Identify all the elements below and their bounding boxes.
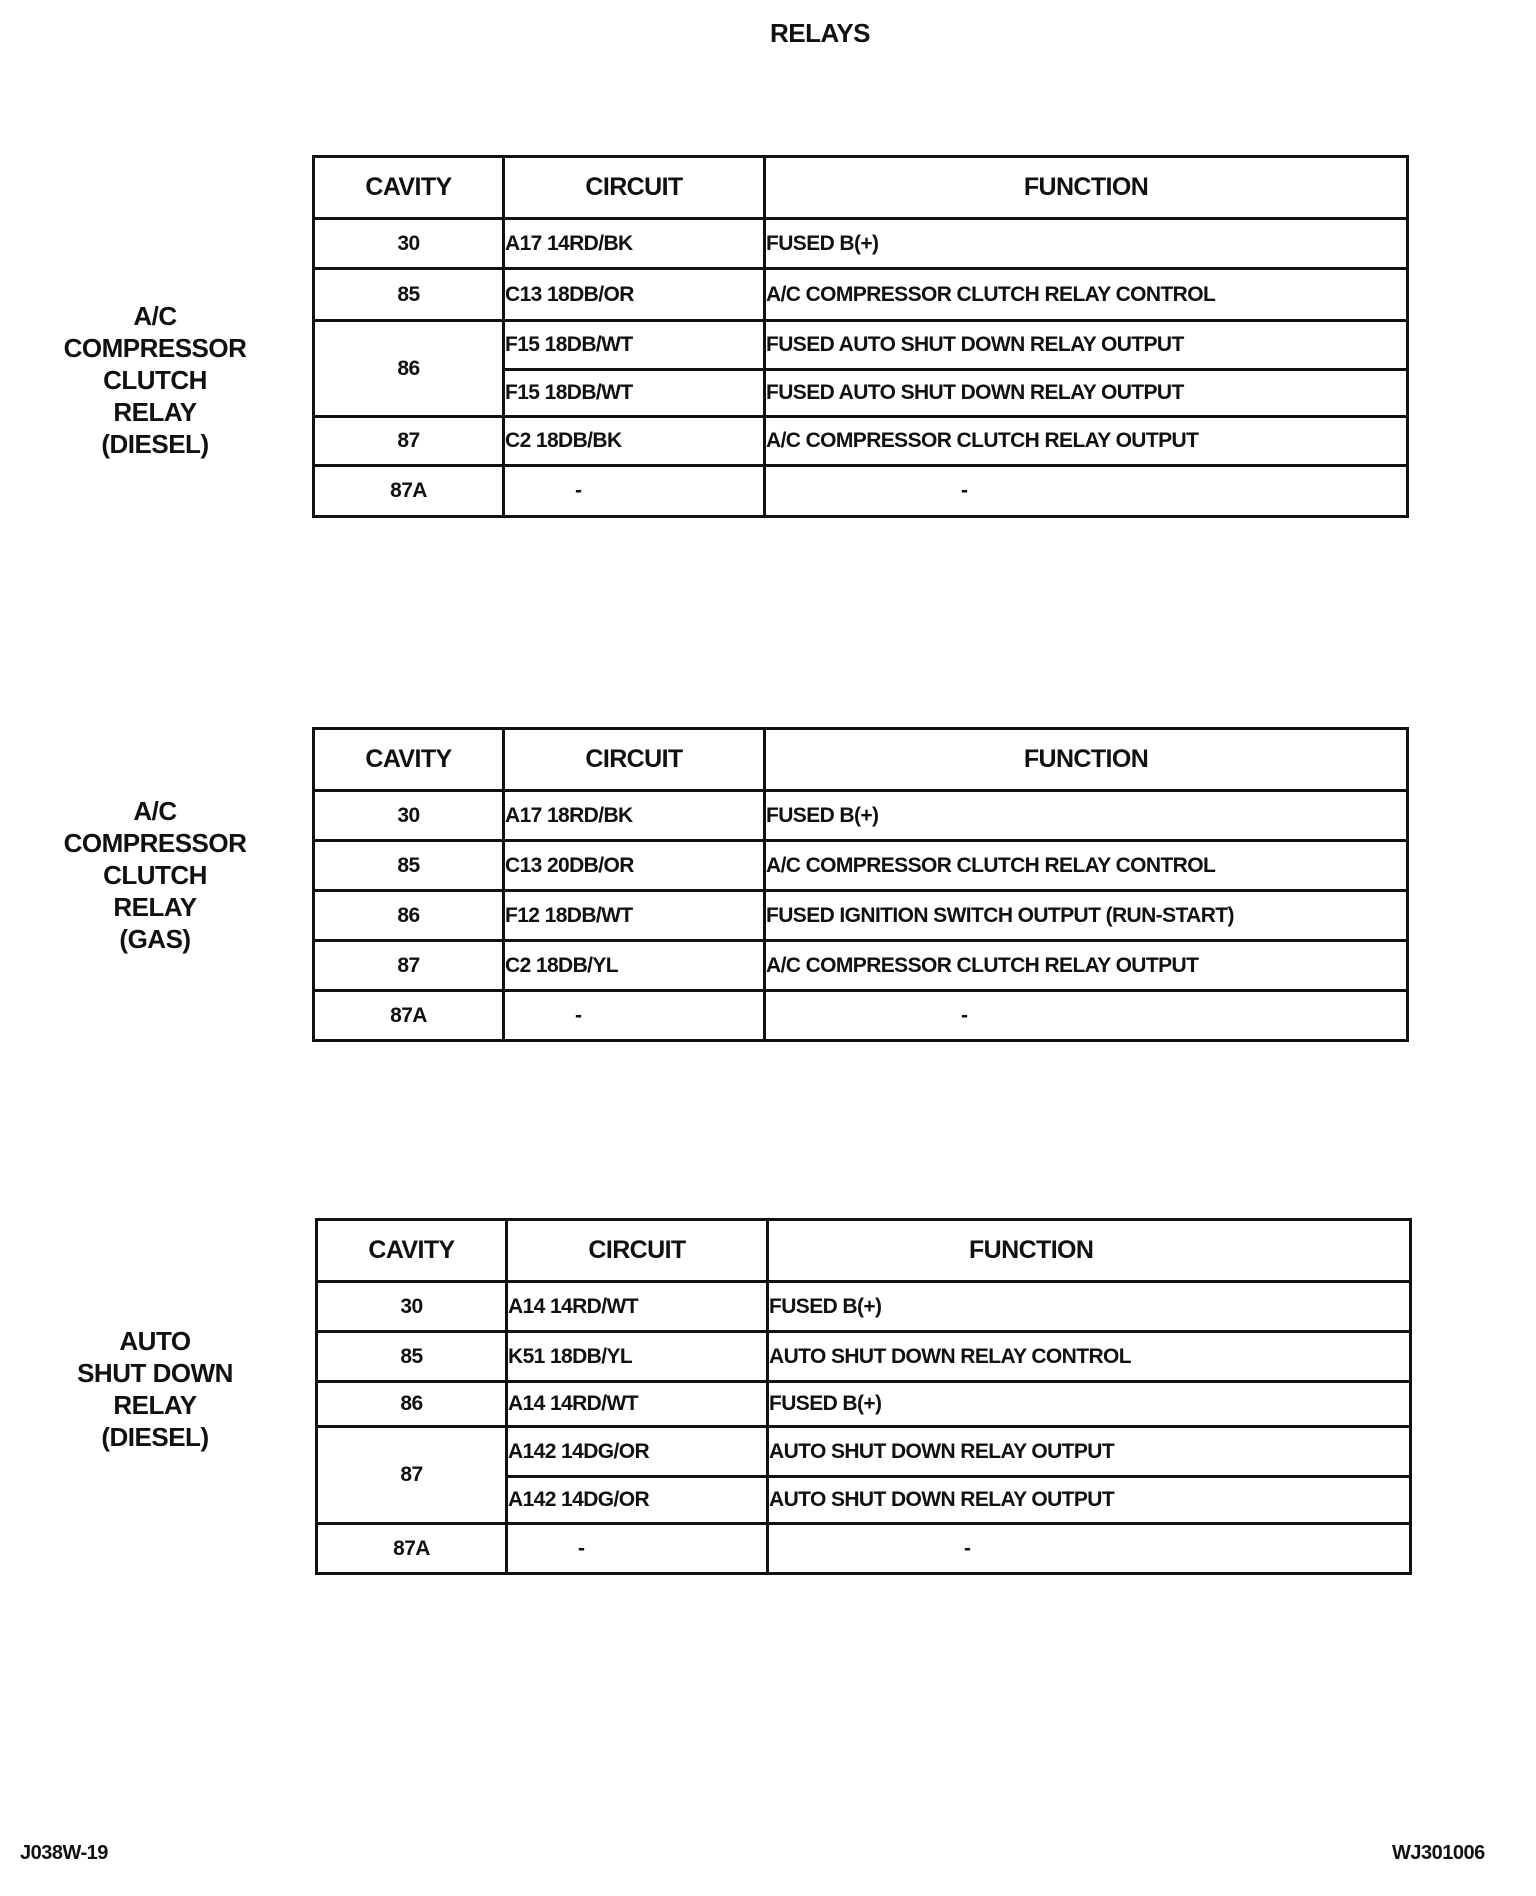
- circuit-cell: A142 14DG/OR: [507, 1477, 768, 1524]
- circuit-cell: C2 18DB/YL: [504, 941, 765, 991]
- relay-table-ac-gas: [312, 727, 1409, 1042]
- function-cell: FUSED IGNITION SWITCH OUTPUT (RUN-START): [765, 891, 1408, 941]
- table-header-row: [314, 157, 1408, 219]
- cavity-cell: 86: [314, 321, 504, 417]
- table-row: [314, 466, 1408, 517]
- relay-label-asd-diesel: [50, 1325, 260, 1453]
- figure-code-left: J038W-19: [20, 1842, 108, 1864]
- relay-label-line: RELAY: [113, 1390, 197, 1420]
- relay-label-line: (GAS): [119, 924, 191, 954]
- function-cell: FUSED B(+): [768, 1382, 1411, 1427]
- table-row: [317, 1382, 1411, 1427]
- function-cell: -: [768, 1524, 1411, 1574]
- cavity-cell: 87: [317, 1427, 507, 1524]
- circuit-cell: A14 14RD/WT: [507, 1282, 768, 1332]
- function-cell: FUSED B(+): [765, 791, 1408, 841]
- circuit-cell: C2 18DB/BK: [504, 417, 765, 466]
- circuit-header: CIRCUIT: [507, 1220, 768, 1282]
- relay-table-asd-diesel: [315, 1218, 1412, 1575]
- circuit-header: CIRCUIT: [504, 729, 765, 791]
- cavity-cell: 87: [314, 417, 504, 466]
- table-row: [317, 1524, 1411, 1574]
- circuit-cell: A142 14DG/OR: [507, 1427, 768, 1477]
- circuit-header: CIRCUIT: [504, 157, 765, 219]
- cavity-cell: 87A: [314, 466, 504, 517]
- function-cell: A/C COMPRESSOR CLUTCH RELAY CONTROL: [765, 841, 1408, 891]
- function-cell: AUTO SHUT DOWN RELAY OUTPUT: [768, 1427, 1411, 1477]
- cavity-header: CAVITY: [314, 157, 504, 219]
- function-cell: AUTO SHUT DOWN RELAY CONTROL: [768, 1332, 1411, 1382]
- table-row: [317, 1332, 1411, 1382]
- circuit-cell: K51 18DB/YL: [507, 1332, 768, 1382]
- relay-label-line: CLUTCH: [103, 365, 207, 395]
- circuit-cell: C13 20DB/OR: [504, 841, 765, 891]
- cavity-cell: 30: [314, 791, 504, 841]
- table-row: [314, 941, 1408, 991]
- table-row: [314, 417, 1408, 466]
- table-header-row: [317, 1220, 1411, 1282]
- cavity-cell: 86: [317, 1382, 507, 1427]
- function-cell: FUSED B(+): [768, 1282, 1411, 1332]
- cavity-cell: 87: [314, 941, 504, 991]
- circuit-cell: C13 18DB/OR: [504, 269, 765, 321]
- function-cell: A/C COMPRESSOR CLUTCH RELAY OUTPUT: [765, 941, 1408, 991]
- table-row: [314, 219, 1408, 269]
- cavity-cell: 87A: [314, 991, 504, 1041]
- table-header-row: [314, 729, 1408, 791]
- relay-label-line: A/C: [133, 796, 177, 826]
- cavity-header: CAVITY: [317, 1220, 507, 1282]
- function-cell: FUSED AUTO SHUT DOWN RELAY OUTPUT: [765, 321, 1408, 370]
- circuit-cell: F15 18DB/WT: [504, 370, 765, 417]
- function-cell: AUTO SHUT DOWN RELAY OUTPUT: [768, 1477, 1411, 1524]
- cavity-cell: 85: [314, 841, 504, 891]
- cavity-cell: 87A: [317, 1524, 507, 1574]
- relay-label-line: (DIESEL): [101, 429, 209, 459]
- table-row: [314, 991, 1408, 1041]
- relay-label-line: (DIESEL): [101, 1422, 209, 1452]
- function-cell: -: [765, 991, 1408, 1041]
- cavity-cell: 85: [314, 269, 504, 321]
- cavity-cell: 30: [317, 1282, 507, 1332]
- circuit-cell: A17 14RD/BK: [504, 219, 765, 269]
- table-row: [314, 791, 1408, 841]
- cavity-cell: 30: [314, 219, 504, 269]
- relay-label-line: RELAY: [113, 892, 197, 922]
- relay-table-ac-diesel: [312, 155, 1409, 518]
- table-row: [314, 841, 1408, 891]
- table-row: [317, 1282, 1411, 1332]
- table-row: [314, 891, 1408, 941]
- function-cell: A/C COMPRESSOR CLUTCH RELAY OUTPUT: [765, 417, 1408, 466]
- circuit-cell: F15 18DB/WT: [504, 321, 765, 370]
- circuit-cell: -: [504, 991, 765, 1041]
- table-row: [314, 269, 1408, 321]
- relay-label-line: RELAY: [113, 397, 197, 427]
- function-header: FUNCTION: [768, 1220, 1411, 1282]
- circuit-cell: A17 18RD/BK: [504, 791, 765, 841]
- figure-code-right: WJ301006: [1392, 1842, 1485, 1864]
- table-row: [317, 1427, 1411, 1477]
- function-header: FUNCTION: [765, 157, 1408, 219]
- function-cell: -: [765, 466, 1408, 517]
- relay-label-ac-gas: [50, 795, 260, 955]
- relay-label-line: COMPRESSOR: [63, 333, 247, 363]
- function-header: FUNCTION: [765, 729, 1408, 791]
- cavity-cell: 86: [314, 891, 504, 941]
- relay-label-line: CLUTCH: [103, 860, 207, 890]
- relay-label-ac-diesel: [50, 300, 260, 460]
- relay-label-line: AUTO: [119, 1326, 191, 1356]
- function-cell: A/C COMPRESSOR CLUTCH RELAY CONTROL: [765, 269, 1408, 321]
- table-row: [314, 321, 1408, 370]
- cavity-header: CAVITY: [314, 729, 504, 791]
- relay-label-line: SHUT DOWN: [77, 1358, 233, 1388]
- circuit-cell: F12 18DB/WT: [504, 891, 765, 941]
- cavity-cell: 85: [317, 1332, 507, 1382]
- page-title: RELAYS: [769, 18, 871, 48]
- circuit-cell: -: [507, 1524, 768, 1574]
- circuit-cell: A14 14RD/WT: [507, 1382, 768, 1427]
- circuit-cell: -: [504, 466, 765, 517]
- relay-label-line: A/C: [133, 301, 177, 331]
- function-cell: FUSED AUTO SHUT DOWN RELAY OUTPUT: [765, 370, 1408, 417]
- function-cell: FUSED B(+): [765, 219, 1408, 269]
- relay-label-line: COMPRESSOR: [63, 828, 247, 858]
